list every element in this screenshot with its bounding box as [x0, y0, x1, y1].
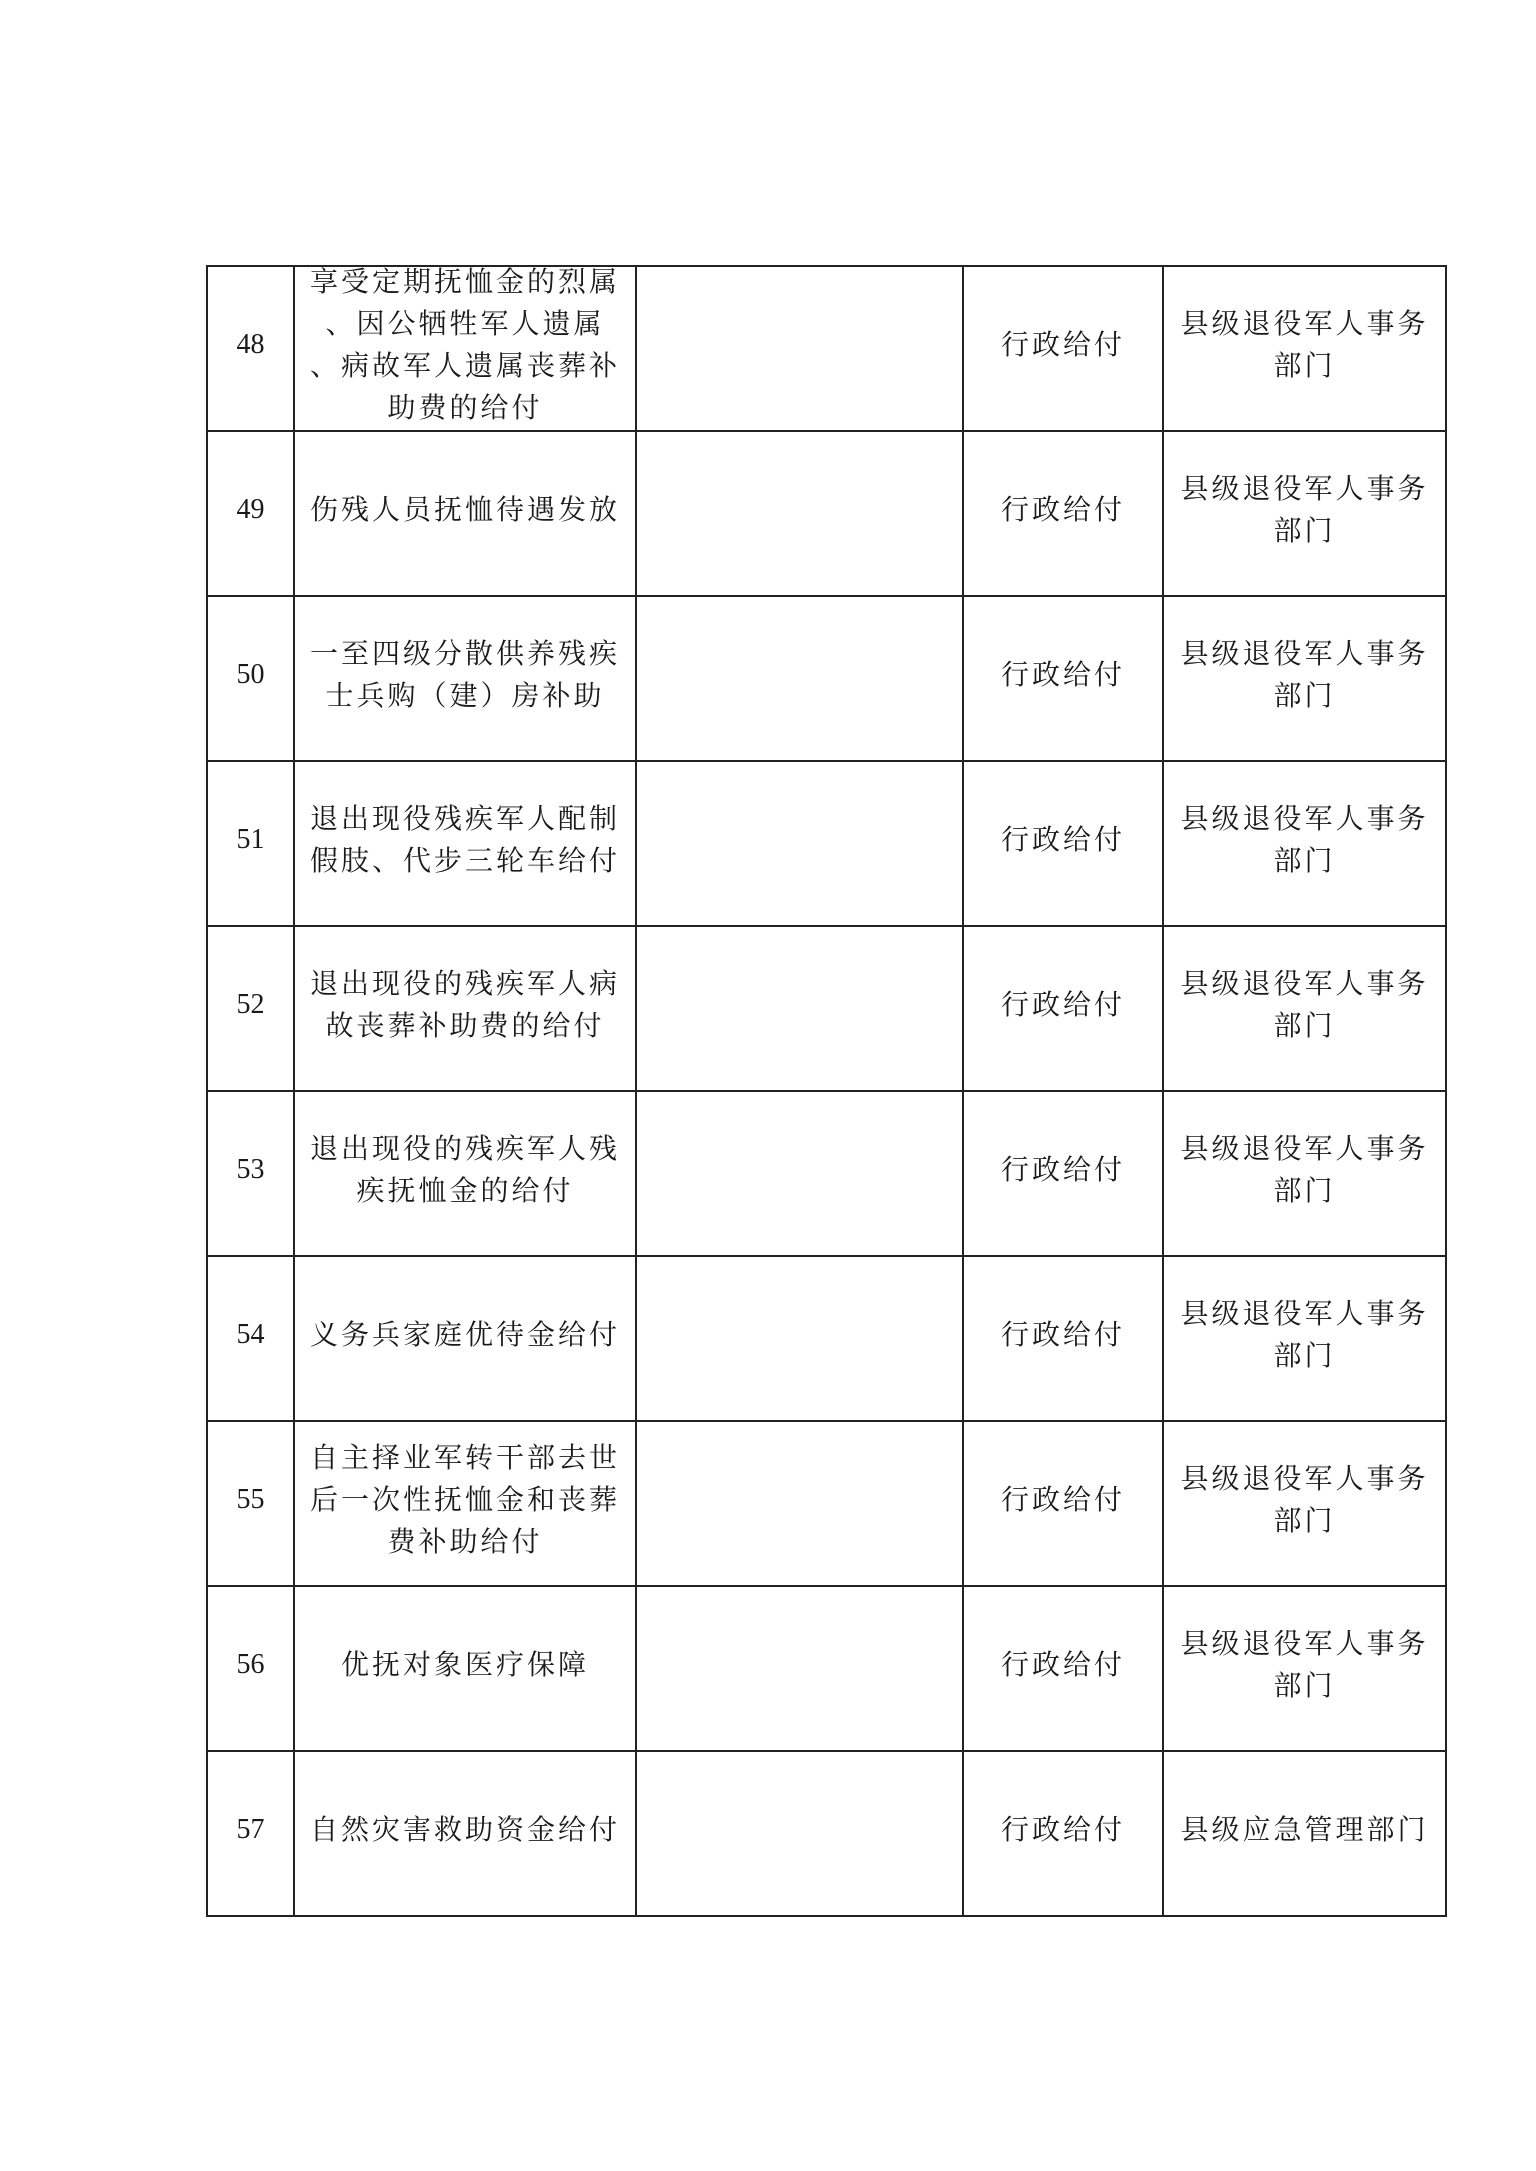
item-name — [294, 1091, 636, 1256]
row-number-text: 53 — [236, 1153, 265, 1185]
row-number-text: 48 — [236, 328, 265, 360]
administrative-payment-table — [206, 265, 1447, 1917]
category-cell-text: 行政给付 — [1000, 987, 1125, 1021]
item-name-text: 伤残人员抚恤待遇发放 — [309, 492, 620, 526]
department-cell — [1163, 761, 1446, 926]
category-cell — [963, 596, 1163, 761]
row-number-text: 52 — [236, 988, 265, 1020]
item-name — [294, 266, 636, 431]
department-cell-text: 县级退役军人事务部门 — [1180, 471, 1429, 547]
category-cell — [963, 1751, 1163, 1916]
category-cell — [963, 1256, 1163, 1421]
row-number — [207, 1091, 294, 1256]
row-number — [207, 1256, 294, 1421]
category-cell-text: 行政给付 — [1000, 1152, 1125, 1186]
basis-cell — [636, 926, 963, 1091]
table-row — [207, 1256, 1446, 1421]
department-cell — [1163, 596, 1446, 761]
item-name-text: 享受定期抚恤金的烈属 、因公牺牲军人遗属 、病故军人遗属丧葬补助费的给付 — [309, 264, 620, 424]
item-name-text: 自主择业军转干部去世后一次性抚恤金和丧葬费补助给付 — [309, 1440, 620, 1558]
item-name-text: 义务兵家庭优待金给付 — [309, 1317, 620, 1351]
basis-cell — [636, 266, 963, 431]
row-number-text: 56 — [236, 1648, 265, 1680]
item-name — [294, 1421, 636, 1586]
table-row — [207, 926, 1446, 1091]
department-cell-text: 县级退役军人事务部门 — [1180, 306, 1429, 382]
category-cell — [963, 266, 1163, 431]
department-cell — [1163, 926, 1446, 1091]
table-row — [207, 1586, 1446, 1751]
table-row — [207, 1091, 1446, 1256]
table-row — [207, 761, 1446, 926]
table-body — [207, 266, 1446, 1916]
item-name-text: 一至四级分散供养残疾士兵购（建）房补助 — [309, 636, 620, 712]
basis-cell — [636, 1751, 963, 1916]
category-cell — [963, 1586, 1163, 1751]
row-number-text: 55 — [236, 1483, 265, 1515]
department-cell — [1163, 1751, 1446, 1916]
item-name-text: 自然灾害救助资金给付 — [309, 1812, 620, 1846]
item-name — [294, 926, 636, 1091]
basis-cell — [636, 1421, 963, 1586]
department-cell-text: 县级应急管理部门 — [1180, 1812, 1429, 1846]
department-cell-text: 县级退役军人事务部门 — [1180, 966, 1429, 1042]
basis-cell — [636, 1091, 963, 1256]
category-cell — [963, 1421, 1163, 1586]
row-number — [207, 266, 294, 431]
category-cell-text: 行政给付 — [1000, 1482, 1125, 1516]
basis-cell — [636, 596, 963, 761]
basis-cell — [636, 1586, 963, 1751]
department-cell — [1163, 1421, 1446, 1586]
category-cell — [963, 761, 1163, 926]
row-number-text: 51 — [236, 823, 265, 855]
department-cell — [1163, 1256, 1446, 1421]
department-cell — [1163, 1586, 1446, 1751]
department-cell-text: 县级退役军人事务部门 — [1180, 1461, 1429, 1537]
item-name — [294, 431, 636, 596]
row-number-text: 50 — [236, 658, 265, 690]
department-cell-text: 县级退役军人事务部门 — [1180, 1296, 1429, 1372]
item-name-text: 优抚对象医疗保障 — [340, 1647, 589, 1681]
category-cell-text: 行政给付 — [1000, 1317, 1125, 1351]
category-cell-text: 行政给付 — [1000, 657, 1125, 691]
category-cell-text: 行政给付 — [1000, 1812, 1125, 1846]
row-number — [207, 596, 294, 761]
row-number-text: 49 — [236, 493, 265, 525]
row-number — [207, 1421, 294, 1586]
table-row — [207, 1421, 1446, 1586]
department-cell — [1163, 266, 1446, 431]
department-cell-text: 县级退役军人事务部门 — [1180, 801, 1429, 877]
item-name — [294, 1256, 636, 1421]
department-cell-text: 县级退役军人事务部门 — [1180, 1626, 1429, 1702]
table-row — [207, 431, 1446, 596]
item-name-text: 退出现役的残疾军人病故丧葬补助费的给付 — [309, 966, 620, 1042]
row-number — [207, 431, 294, 596]
department-cell — [1163, 431, 1446, 596]
item-name — [294, 761, 636, 926]
item-name — [294, 1586, 636, 1751]
category-cell-text: 行政给付 — [1000, 822, 1125, 856]
department-cell-text: 县级退役军人事务部门 — [1180, 636, 1429, 712]
table-row — [207, 596, 1446, 761]
category-cell-text: 行政给付 — [1000, 1647, 1125, 1681]
table-row — [207, 1751, 1446, 1916]
category-cell — [963, 926, 1163, 1091]
category-cell — [963, 1091, 1163, 1256]
basis-cell — [636, 1256, 963, 1421]
item-name — [294, 1751, 636, 1916]
department-cell-text: 县级退役军人事务部门 — [1180, 1131, 1429, 1207]
item-name — [294, 596, 636, 761]
category-cell-text: 行政给付 — [1000, 327, 1125, 361]
row-number-text: 57 — [236, 1813, 265, 1845]
table-row — [207, 266, 1446, 431]
row-number — [207, 926, 294, 1091]
row-number-text: 54 — [236, 1318, 265, 1350]
basis-cell — [636, 761, 963, 926]
row-number — [207, 1586, 294, 1751]
row-number — [207, 1751, 294, 1916]
department-cell — [1163, 1091, 1446, 1256]
item-name-text: 退出现役的残疾军人残疾抚恤金的给付 — [309, 1131, 620, 1207]
category-cell-text: 行政给付 — [1000, 492, 1125, 526]
category-cell — [963, 431, 1163, 596]
basis-cell — [636, 431, 963, 596]
row-number — [207, 761, 294, 926]
item-name-text: 退出现役残疾军人配制假肢、代步三轮车给付 — [309, 801, 620, 877]
